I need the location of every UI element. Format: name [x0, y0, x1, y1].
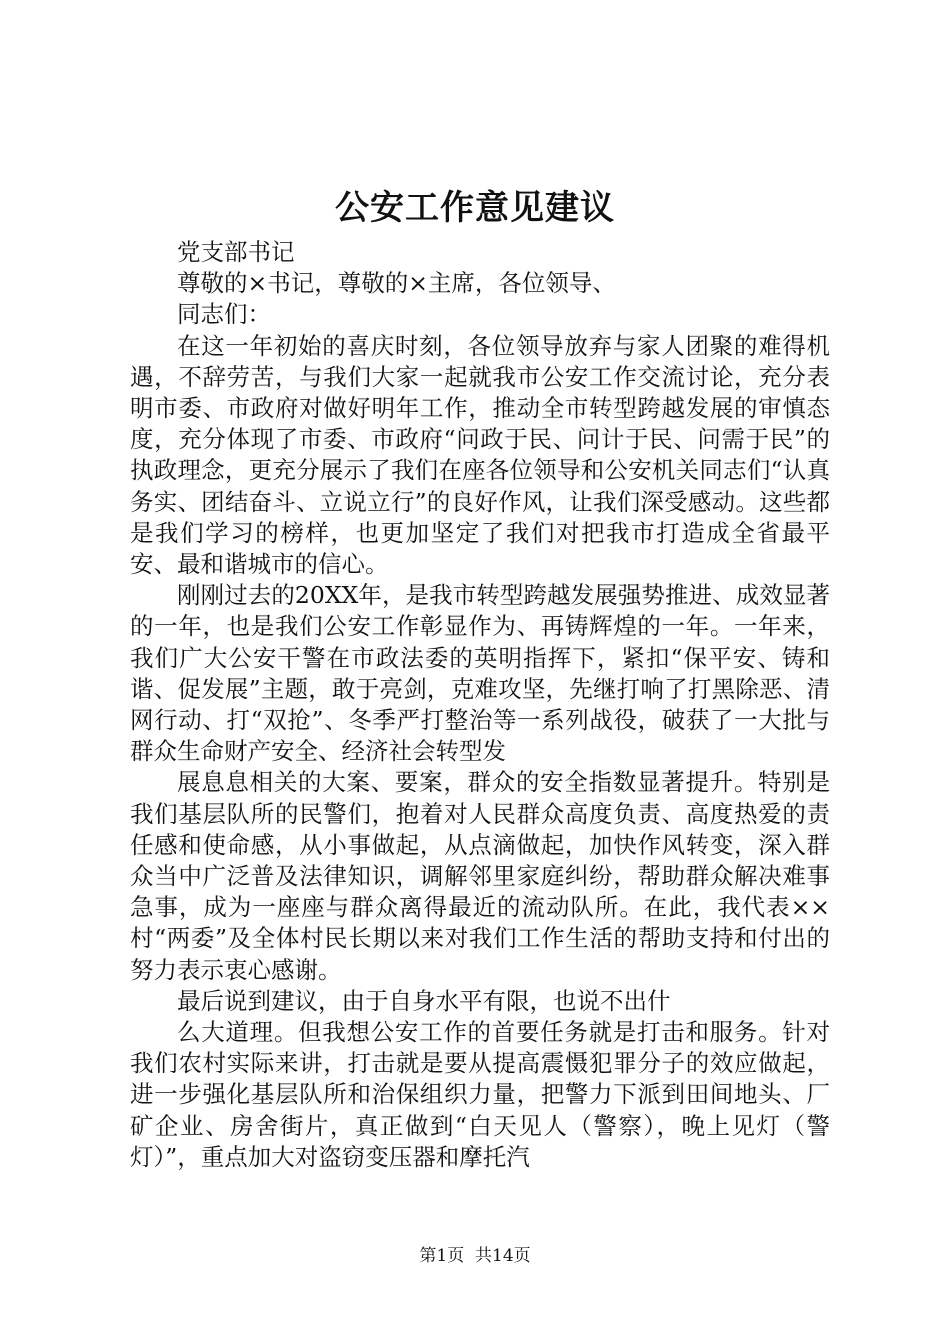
page-number-current: 1 [436, 1246, 448, 1266]
document-body [130, 237, 830, 1173]
paragraph-body-5: 么大道理。但我想公安工作的首要任务就是打击和服务。针对我们农村实际来讲，打击就是要从提高震慑犯罪分子的效应做起，进一步强化基层队所和治保组织力量，把警力下派到田间地头、厂矿企业、房舍街片，真正做到“白天见人（警察），晚上见灯（警灯）”，重点加大对盗窃变压器和摩托汽 [130, 1018, 830, 1171]
page-number-prefix: 第 [419, 1246, 437, 1266]
paragraph-body-4: 最后说到建议，由于自身水平有限，也说不出什 [177, 986, 671, 1015]
paragraph-body-3: 展息息相关的大案、要案，群众的安全指数显著提升。特别是我们基层队所的民警们，抱着对人民群众高度负责、高度热爱的责任感和使命感，从小事做起，从点滴做起，加快作风转变，深入群众当中广泛普及法律知识，调解邻里家庭纠纷，帮助群众解决难事急事，成为一座座与群众离得最近的流动队所。在此，我代表××村“两委”及全体村民长期以来对我们工作生活的帮助支持和付出的努力表示衷心感谢。 [130, 768, 830, 984]
page-footer [0, 1244, 950, 1268]
paragraph-body-2: 刚刚过去的20XX年，是我市转型跨越发展强势推进、成效显著的一年，也是我们公安工作彰显作为、再铸辉煌的一年。一年来，我们广大公安干警在市政法委的英明指挥下，紧扣“保平安、铸和谐、促发展”主题，敢于亮剑，克难攻坚，先继打响了打黑除恶、清网行动、打“双抢”、冬季严打整治等一系列战役，破获了一大批与群众生命财产安全、经济社会转型发 [130, 581, 830, 766]
paragraph-salutation: 尊敬的×书记，尊敬的×主席，各位领导、 [177, 269, 616, 298]
page-number-suffix: 页 [513, 1246, 531, 1266]
paragraph-salutation-cont: 同志们： [177, 300, 271, 329]
document-title: 公安工作意见建议 [335, 188, 615, 228]
paragraph-position: 党支部书记 [177, 238, 295, 266]
page-number-total: 14 [492, 1246, 514, 1266]
paragraph-body-1: 在这一年初始的喜庆时刻，各位领导放弃与家人团聚的难得机遇，不辞劳苦，与我们大家一起就我市公安工作交流讨论，充分表明市委、市政府对做好明年工作，推动全市转型跨越发展的审慎态度，充分体现了市委、市政府“问政于民、问计于民、问需于民”的执政理念，更充分展示了我们在座各位领导和公安机关同志们“认真务实、团结奋斗、立说立行”的良好作风，让我们深受感动。这些都是我们学习的榜样，也更加坚定了我们对把我市打造成全省最平安、最和谐城市的信心。 [130, 331, 830, 579]
page-number-mid: 页 共 [447, 1246, 492, 1266]
